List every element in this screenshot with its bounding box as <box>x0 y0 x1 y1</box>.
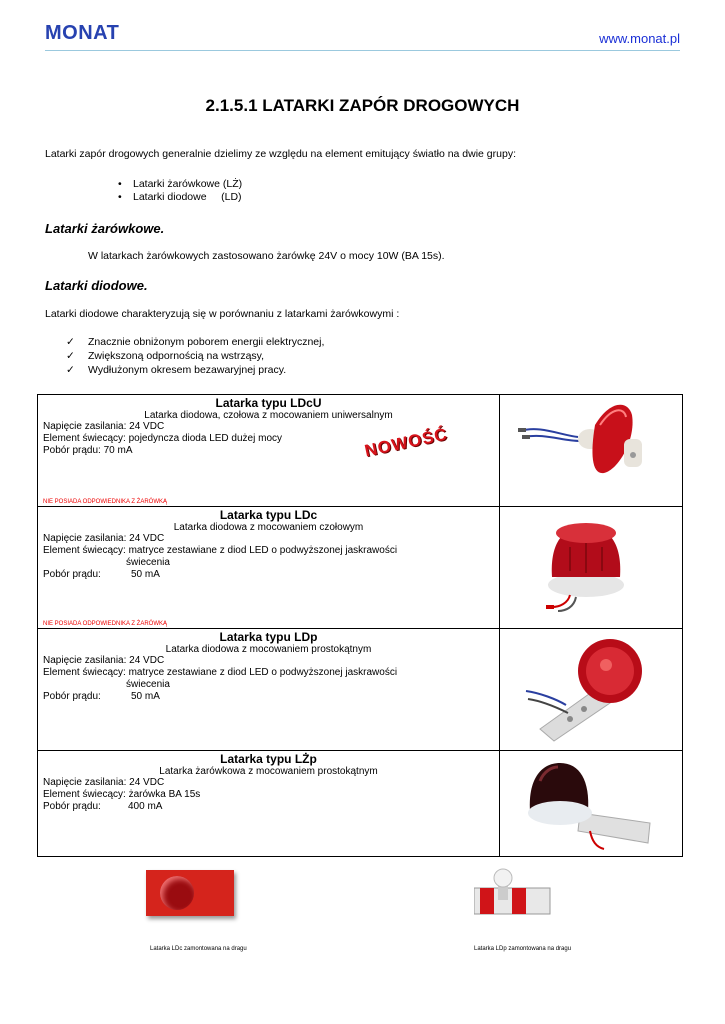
no-bulb-equivalent-note: NIE POSIADA ODPOWIEDNIKA Z ŻARÓWKĄ <box>43 621 168 627</box>
product-desc-ldc <box>38 507 500 629</box>
mounted-lamp-icon <box>474 868 554 918</box>
spec-voltage: Napięcie zasilania: 24 VDC <box>43 421 165 432</box>
product-image-lzp <box>500 751 683 857</box>
bullet-icon: • <box>118 178 122 190</box>
spec-element: Element świecący: matryce zestawiane z diod LED o podwyższonej jaskrawości <box>43 545 398 556</box>
spec-current: Pobór prądu: 50 mA <box>43 691 160 702</box>
table-row <box>38 751 683 857</box>
caption-ldc: Latarka LDc zamontowana na dragu <box>150 946 247 952</box>
product-desc-ldp <box>38 629 500 751</box>
checkmark-icon: ✓ <box>66 364 75 376</box>
product-title: Latarka typu LŻp <box>220 752 317 766</box>
checkmark-icon: ✓ <box>66 336 75 348</box>
list-item: ✓ Zwiększoną odpornością na wstrząsy, <box>66 350 265 362</box>
bullet-icon: • <box>118 191 122 203</box>
mounted-ldc-photo <box>146 870 234 916</box>
spec-voltage: Napięcie zasilania: 24 VDC <box>43 533 165 544</box>
spec-voltage: Napięcie zasilania: 24 VDC <box>43 655 165 666</box>
checkmark-icon: ✓ <box>66 350 75 362</box>
company-logo: MONAT <box>45 22 120 44</box>
table-row <box>38 629 683 751</box>
mounted-ldp-photo <box>474 868 554 918</box>
spec-current: Pobór prądu: 70 mA <box>43 445 133 456</box>
product-subtitle: Latarka diodowa, czołowa z mocowaniem uniwersalnym <box>144 410 393 421</box>
lamp-ldp-icon <box>500 629 682 745</box>
lamp-ldc-icon <box>500 507 682 623</box>
no-bulb-equivalent-note: NIE POSIADA ODPOWIEDNIKA Z ŻARÓWKĄ <box>43 499 168 505</box>
product-title: Latarka typu LDp <box>219 630 318 644</box>
intro-text: Latarki zapór drogowych generalnie dzielimy ze względu na element emitujący światło na dwie grupy: <box>45 148 516 160</box>
product-image-ldcu <box>500 395 683 507</box>
section-heading-bulb: Latarki żarówkowe. <box>45 221 165 236</box>
product-title: Latarka typu LDc <box>219 508 318 522</box>
section-text-bulb: W latarkach żarówkowych zastosowano żarówkę 24V o mocy 10W (BA 15s). <box>88 250 445 262</box>
features-list <box>66 336 324 378</box>
lamp-lzp-icon <box>500 751 682 851</box>
website-link[interactable]: www.monat.pl <box>599 31 680 46</box>
list-item: • Latarki diodowe (LD) <box>118 191 242 203</box>
section-heading-diode: Latarki diodowe. <box>45 278 148 293</box>
table-row <box>38 395 683 507</box>
lamp-ldcu-icon <box>500 395 682 501</box>
spec-element-cont: świecenia <box>126 557 170 568</box>
spec-element: Element świecący: pojedyncza dioda LED dużej mocy <box>43 433 283 444</box>
product-desc-ldcu <box>38 395 500 507</box>
lamp-icon <box>160 876 194 910</box>
spec-element: Element świecący: matryce zestawiane z diod LED o podwyższonej jaskrawości <box>43 667 398 678</box>
table-row <box>38 507 683 629</box>
product-subtitle: Latarka diodowa z mocowaniem prostokątnym <box>165 644 372 655</box>
product-subtitle: Latarka żarówkowa z mocowaniem prostokątnym <box>159 766 378 777</box>
products-table <box>37 394 683 857</box>
spec-element: Element świecący: żarówka BA 15s <box>43 789 201 800</box>
product-subtitle: Latarka diodowa z mocowaniem czołowym <box>173 522 364 533</box>
spec-element-cont: świecenia <box>126 679 170 690</box>
groups-list <box>118 178 242 204</box>
section-text-diode: Latarki diodowe charakteryzują się w porównaniu z latarkami żarówkowymi : <box>45 308 400 320</box>
new-badge: NOWOŚĆ <box>362 424 450 461</box>
spec-voltage: Napięcie zasilania: 24 VDC <box>43 777 165 788</box>
list-item: ✓ Znacznie obniżonym poborem energii elektrycznej, <box>66 336 325 348</box>
spec-current: Pobór prądu: 50 mA <box>43 569 160 580</box>
product-title: Latarka typu LDcU <box>215 396 322 410</box>
page-title: 2.1.5.1 LATARKI ZAPÓR DROGOWYCH <box>205 96 520 115</box>
caption-ldp: Latarka LDp zamontowana na dragu <box>474 946 572 952</box>
product-image-ldp <box>500 629 683 751</box>
list-item: ✓ Wydłużonym okresem bezawaryjnej pracy. <box>66 364 287 376</box>
spec-current: Pobór prądu: 400 mA <box>43 801 163 812</box>
product-desc-lzp <box>38 751 500 857</box>
product-image-ldc <box>500 507 683 629</box>
list-item: • Latarki żarówkowe (LŻ) <box>118 178 243 190</box>
header-divider <box>45 50 680 51</box>
